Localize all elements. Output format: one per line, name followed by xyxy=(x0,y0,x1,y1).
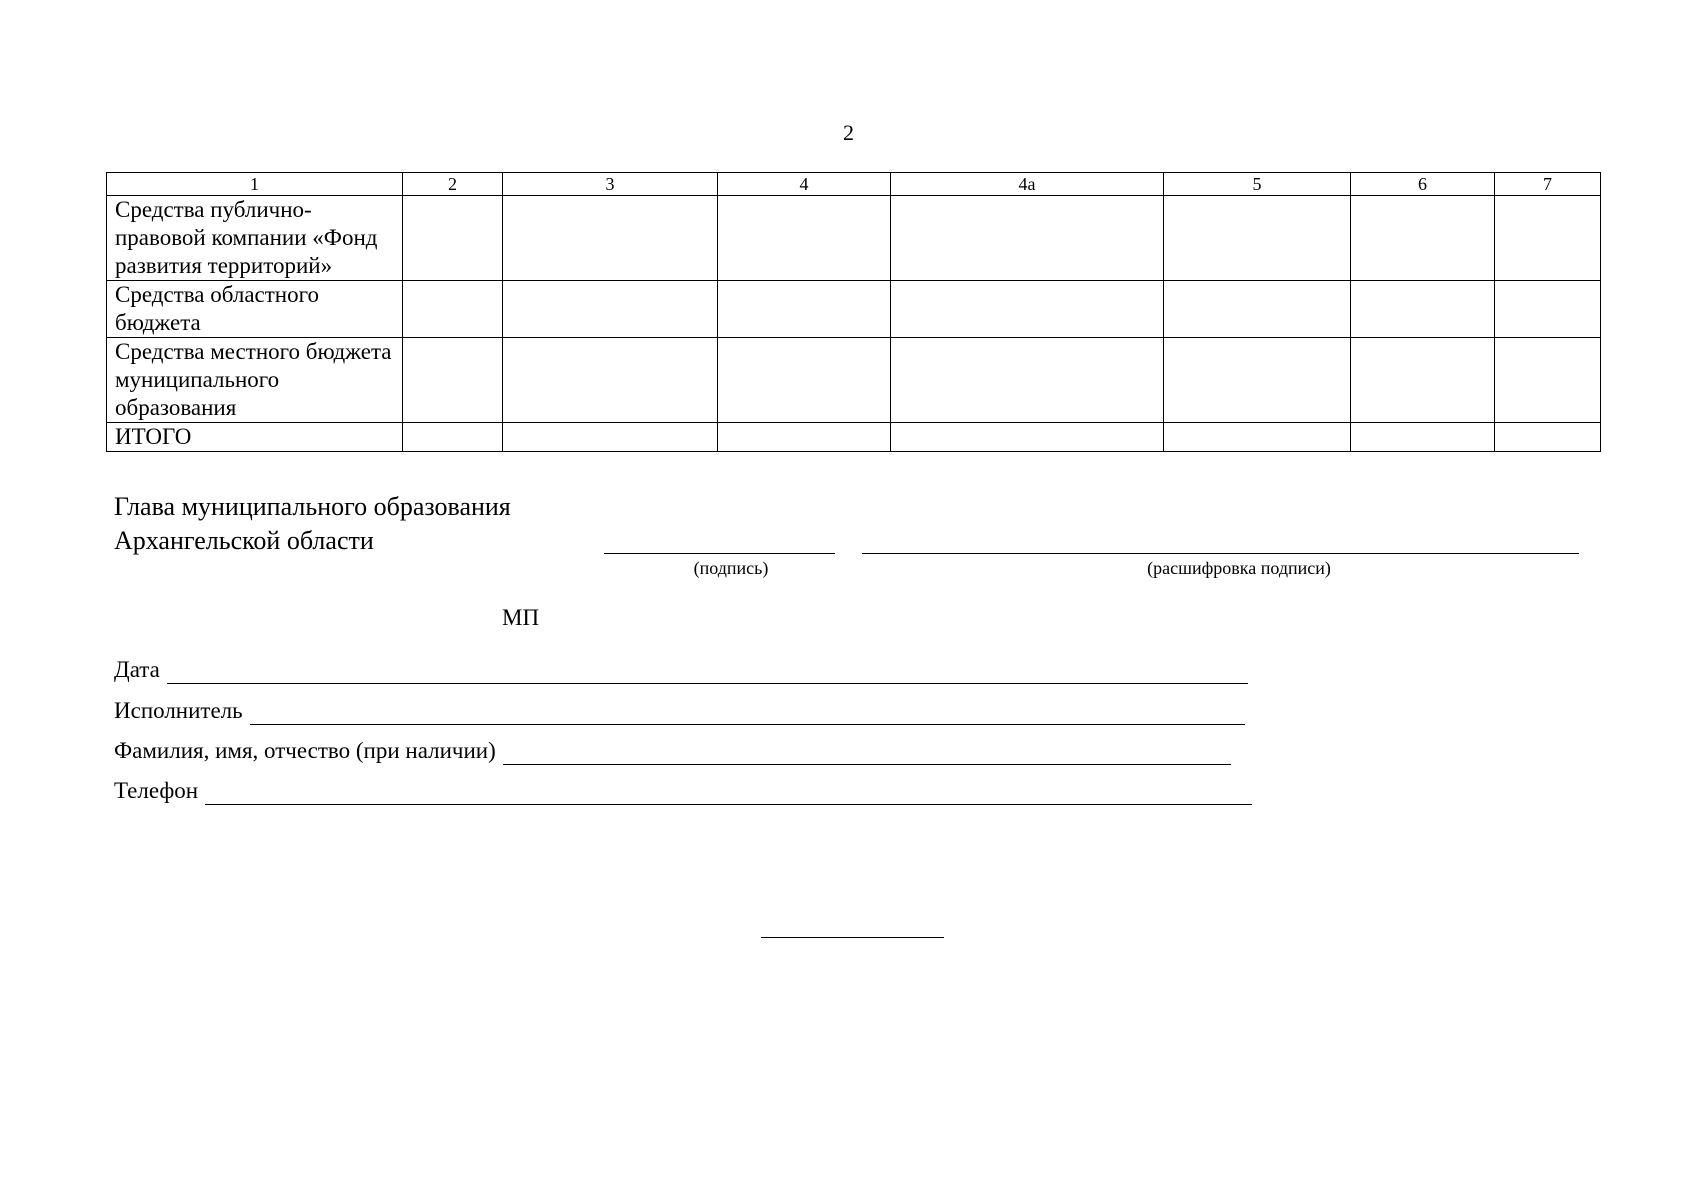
phone-line[interactable] xyxy=(205,784,1252,805)
column-header-1: 1 xyxy=(107,173,403,196)
table-row xyxy=(107,196,1601,281)
table-row xyxy=(107,281,1601,338)
table-cell[interactable] xyxy=(403,338,503,423)
row-label-regional-budget: Средства областного бюджета xyxy=(107,281,403,338)
page-number: 2 xyxy=(843,120,854,145)
signature-decoding-line[interactable] xyxy=(862,553,1579,554)
table-cell[interactable] xyxy=(718,338,891,423)
row-label-total: ИТОГО xyxy=(107,423,403,452)
table-cell[interactable] xyxy=(503,338,718,423)
budget-table xyxy=(106,172,1601,452)
official-title-line2: Архангельской области xyxy=(114,526,374,555)
table-cell[interactable] xyxy=(1351,338,1495,423)
table-cell[interactable] xyxy=(1351,423,1495,452)
table-cell[interactable] xyxy=(1164,338,1351,423)
table-cell[interactable] xyxy=(1495,423,1601,452)
table-cell[interactable] xyxy=(1495,281,1601,338)
table-cell[interactable] xyxy=(891,281,1164,338)
table-cell[interactable] xyxy=(1164,196,1351,281)
signature-decoding-caption: (расшифровка подписи) xyxy=(1147,558,1331,578)
column-header-2: 2 xyxy=(403,173,503,196)
table-header-row xyxy=(107,173,1601,196)
column-header-4a: 4а xyxy=(891,173,1164,196)
table-cell[interactable] xyxy=(718,196,891,281)
executor-field xyxy=(114,697,1245,725)
column-header-3: 3 xyxy=(503,173,718,196)
table-cell[interactable] xyxy=(1351,196,1495,281)
fullname-field xyxy=(114,737,1231,765)
official-title-line1: Глава муниципального образования xyxy=(114,492,511,521)
phone-field xyxy=(114,777,1252,805)
row-label-fund: Средства публично-правовой компании «Фонд развития территорий» xyxy=(107,196,403,281)
column-header-6: 6 xyxy=(1351,173,1495,196)
signature-line[interactable] xyxy=(604,553,835,554)
table-cell[interactable] xyxy=(1351,281,1495,338)
date-label: Дата xyxy=(114,657,160,682)
table-cell[interactable] xyxy=(403,281,503,338)
official-title xyxy=(114,490,511,558)
row-label-local-budget: Средства местного бюджета муниципального образования xyxy=(107,338,403,423)
phone-label: Телефон xyxy=(114,778,199,803)
stamp-label: МП xyxy=(502,605,540,630)
table-cell[interactable] xyxy=(1164,281,1351,338)
table-row xyxy=(107,423,1601,452)
table-cell[interactable] xyxy=(1164,423,1351,452)
fullname-label: Фамилия, имя, отчество (при наличии) xyxy=(114,738,496,763)
date-field xyxy=(114,656,1248,684)
table-row xyxy=(107,338,1601,423)
table-cell[interactable] xyxy=(1495,196,1601,281)
table-cell[interactable] xyxy=(1495,338,1601,423)
fullname-line[interactable] xyxy=(503,744,1231,765)
executor-label: Исполнитель xyxy=(114,698,243,723)
table-cell[interactable] xyxy=(503,281,718,338)
table-cell[interactable] xyxy=(718,423,891,452)
date-line[interactable] xyxy=(167,663,1248,684)
column-header-7: 7 xyxy=(1495,173,1601,196)
column-header-5: 5 xyxy=(1164,173,1351,196)
table-cell[interactable] xyxy=(718,281,891,338)
table-cell[interactable] xyxy=(403,196,503,281)
signature-caption: (подпись) xyxy=(693,558,769,578)
column-header-4: 4 xyxy=(718,173,891,196)
table-cell[interactable] xyxy=(891,423,1164,452)
table-cell[interactable] xyxy=(891,196,1164,281)
end-of-document-rule xyxy=(761,937,944,938)
table-cell[interactable] xyxy=(503,423,718,452)
table-cell[interactable] xyxy=(503,196,718,281)
table-cell[interactable] xyxy=(403,423,503,452)
executor-line[interactable] xyxy=(250,704,1245,725)
table-cell[interactable] xyxy=(891,338,1164,423)
